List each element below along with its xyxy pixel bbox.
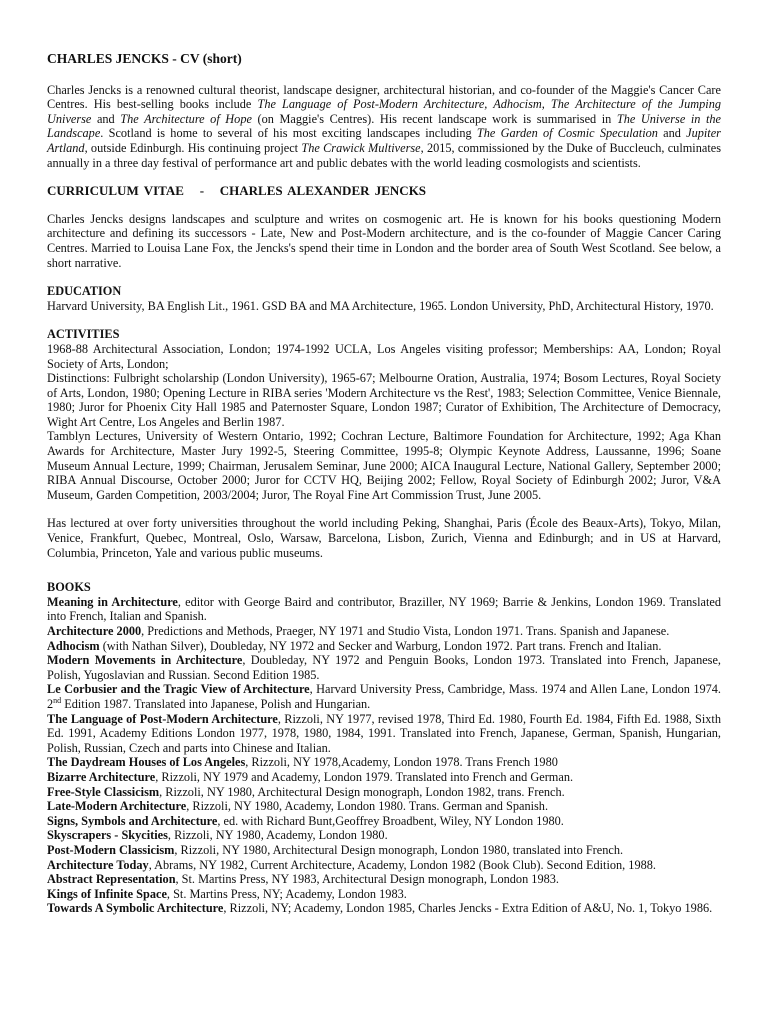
book-entry: Late-Modern Architecture, Rizzoli, NY 1980, Academy, London 1980. Trans. German and Spanish.	[47, 799, 549, 814]
book-entry: Meaning in Architecture, editor with George Baird and contributor, Braziller, NY 1969; Barrie & Jenkins, London 1969. Translated into French, Italian and Spanish.	[47, 594, 721, 624]
book-entry: Free-Style Classicism, Rizzoli, NY 1980, Architectural Design monograph, London 1982, trans. French.	[47, 784, 565, 799]
book-entry: Architecture 2000, Predictions and Methods, Praeger, NY 1971 and Studio Vista, London 1971. Trans. Spanish and Japanese.	[47, 624, 670, 638]
book-entry: The Language of Post-Modern Architecture, Rizzoli, NY 1977, revised 1978, Third Ed. 1980, Fourth Ed. 1984, Fifth Ed. 1988, Sixth Ed. 1991, Academy Editions London 1977, 1978, 1980, 1984, 1991. Translated into French, Japanese, German, Spanish, Hungarian, Polish, Russian, Czech and parts into Chinese and Italian.	[47, 711, 721, 755]
book-entry: Kings of Infinite Space, St. Martins Press, NY; Academy, London 1983.	[47, 886, 407, 901]
book-entry: Modern Movements in Architecture, Doubleday, NY 1972 and Penguin Books, London 1973. Translated into French, Japanese, Polish, Yugoslavian and Russian. Second Edition 1985.	[47, 653, 721, 682]
cv-intro-paragraph: Charles Jencks designs landscapes and sculpture and writes on cosmogenic art. He is known for his books questioning Modern architecture and defining its successors - Late, New and Post-Modern architecture, and is the co-founder of Maggie Cancer Caring Centres. Married to Louisa Lane Fox, the Jencks's spend their time in London and the border area of South West Scotland. See below, a short narrative.	[47, 211, 721, 270]
activities-paragraph-3: Tamblyn Lectures, University of Western Ontario, 1992; Cochran Lecture, Baltimore Foundation for Architecture, 1992; Aga Khan Awards for Architecture, Master Jury 1992-5, Steering Committee, 1995-8; Olympic Keynote Address, Laussanne, 1996; Soane Museum Annual Lecture, 1999; Chairman, Jerusalem Seminar, June 2000; AICA Inaugural Lecture, National Gallery, September 2000; RIBA Annual Discourse, October 2000; Juror for CCTV HQ, Beijing 2002; Fellow, Royal Society of Edinburgh 2002; Juror, V&A Museum, Garden Competition, 2003/2004; Juror, The Royal Fine Art Commission Trust, June 2005.	[47, 429, 721, 502]
book-entry: Skyscrapers - Skycities, Rizzoli, NY 1980, Academy, London 1980.	[47, 828, 388, 843]
book-entry: Abstract Representation, St. Martins Press, NY 1983, Architectural Design monograph, London 1983.	[47, 872, 559, 887]
document-title: CHARLES JENCKS - CV (short)	[47, 51, 242, 66]
book-entry: Le Corbusier and the Tragic View of Architecture, Harvard University Press, Cambridge, Mass. 1974 and Allen Lane, London 1974. 2nd Edition 1987. Translated into Japanese, Polish and Hungarian.	[47, 682, 721, 711]
education-heading: EDUCATION	[47, 284, 122, 299]
book-entry: Post-Modern Classicism, Rizzoli, NY 1980, Architectural Design monograph, London 1980, translated into French.	[47, 842, 624, 857]
book-entry: Adhocism (with Nathan Silver), Doubleday, NY 1972 and Secker and Warburg, London 1972. Part trans. French and Italian.	[47, 638, 662, 653]
activities-paragraph-2: Distinctions: Fulbright scholarship (London University), 1965-67; Melbourne Oration, Australia, 1974; Bosom Lectures, Royal Society of Arts, London, 1980; Opening Lecture in RIBA series 'Modern Architecture vs the Rest', 1983; Selection Committee, Venice Biennale, 1980; Juror for Phoenix City Hall 1985 and Paternoster Square, London 1987; Curator of Exhibition, The Architecture of Democracy, Wight Art Centre, Los Angeles and Berlin 1987.	[47, 371, 721, 429]
books-list	[47, 595, 721, 916]
cv-heading: CURRICULUM VITAE - CHARLES ALEXANDER JENCKS	[47, 183, 427, 199]
activities-paragraph-1: 1968-88 Architectural Association, London; 1974-1992 UCLA, Los Angeles visiting professor; Memberships: AA, London; Royal Society of Arts, London;	[47, 341, 721, 371]
book-entry: Architecture Today, Abrams, NY 1982, Current Architecture, Academy, London 1982 (Book Club). Second Edition, 1988.	[47, 857, 656, 872]
cv-page	[47, 52, 721, 916]
book-entry: Signs, Symbols and Architecture, ed. with Richard Bunt,Geoffrey Broadbent, Wiley, NY London 1980.	[47, 813, 564, 828]
book-entry: Towards A Symbolic Architecture, Rizzoli, NY; Academy, London 1985, Charles Jencks - Extra Edition of A&U, No. 1, Tokyo 1986.	[47, 901, 713, 916]
book-entry: Bizarre Architecture, Rizzoli, NY 1979 and Academy, London 1979. Translated into French and German.	[47, 769, 574, 784]
activities-heading: ACTIVITIES	[47, 327, 120, 342]
intro-paragraph: Charles Jencks is a renowned cultural theorist, landscape designer, architectural historian, and co-founder of the Maggie's Cancer Care Centres. His best-selling books include The Language of Post-Modern Architecture, Adhocism, The Architecture of the Jumping Universe and The Architecture of Hope (on Maggie's Centres). His recent landscape work is summarised in The Universe in the Landscape. Scotland is home to several of his most exciting landscapes including The Garden of Cosmic Speculation and Jupiter Artland, outside Edinburgh. His continuing project The Crawick Multiverse, 2015, commissioned by the Duke of Buccleuch, culminates annually in a three day festival of performance art and public debates with the world leading cosmologists and scientists.	[47, 82, 721, 170]
education-text: Harvard University, BA English Lit., 1961. GSD BA and MA Architecture, 1965. London University, PhD, Architectural History, 1970.	[47, 298, 714, 313]
activities-paragraph-4: Has lectured at over forty universities throughout the world including Peking, Shanghai, Paris (École des Beaux-Arts), Tokyo, Milan, Venice, Frankfurt, Quebec, Montreal, Oslo, Warsaw, Barcelona, Lisbon, Zurich, Vienna and Edinburgh; and in US at Harvard, Columbia, Princeton, Yale and various public museums.	[47, 516, 721, 560]
book-entry: The Daydream Houses of Los Angeles, Rizzoli, NY 1978,Academy, London 1978. Trans French 1980	[47, 755, 558, 770]
books-heading: BOOKS	[47, 580, 91, 595]
